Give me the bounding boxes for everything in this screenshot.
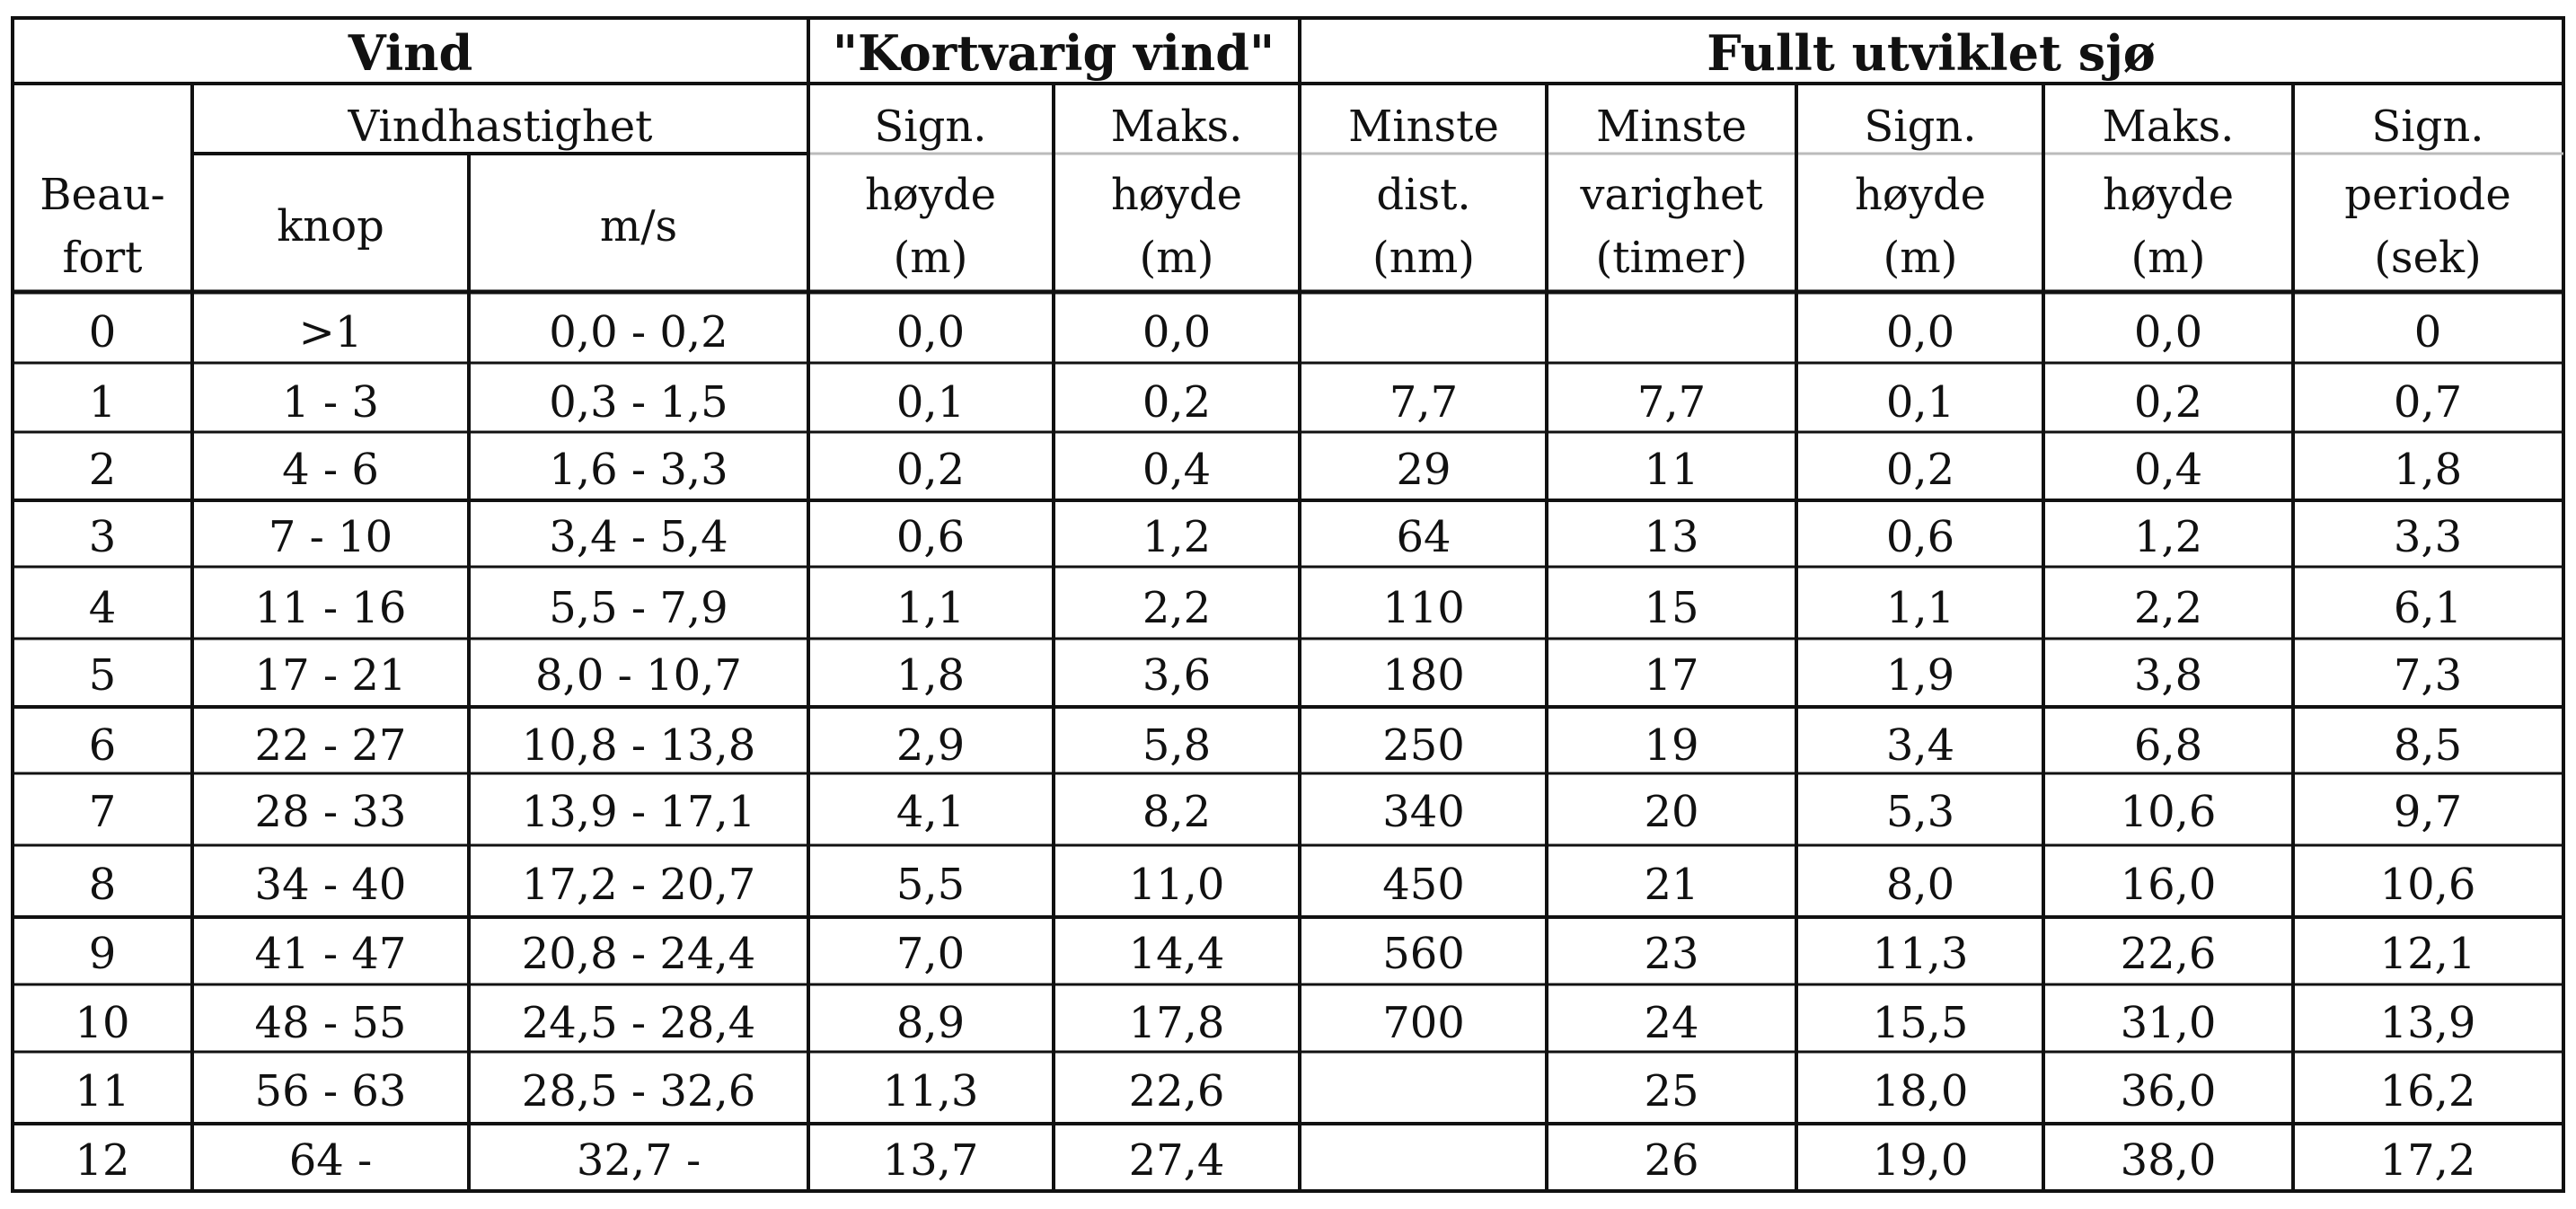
cell-fu-maks: 0,2 — [2133, 377, 2203, 428]
cell-minste-varighet: 17 — [1644, 650, 1699, 701]
col-header-fu-maks-line1: Maks. — [2102, 101, 2235, 152]
cell-ms: 28,5 - 32,6 — [521, 1066, 756, 1116]
cell-minste-varighet: 20 — [1644, 787, 1699, 837]
cell-ms: 20,8 - 24,4 — [521, 929, 756, 979]
col-header-knop: knop — [277, 201, 384, 252]
cell-ms: 10,8 - 13,8 — [521, 720, 756, 771]
cell-fu-sign: 1,1 — [1885, 583, 1955, 633]
table-row — [89, 787, 2462, 837]
cell-fu-maks: 10,6 — [2120, 787, 2217, 837]
cell-kv-sign: 2,9 — [895, 720, 966, 771]
cell-minste-dist: 560 — [1382, 929, 1465, 979]
cell-minste-dist: 180 — [1382, 650, 1465, 701]
col-header-ms: m/s — [599, 201, 678, 252]
cell-ms: 1,6 - 3,3 — [549, 445, 728, 495]
cell-beaufort: 8 — [88, 860, 117, 910]
cell-beaufort: 2 — [88, 445, 117, 495]
cell-fu-maks: 36,0 — [2120, 1066, 2217, 1116]
cell-ms: 32,7 - — [576, 1135, 701, 1186]
group-header-fullt-utviklet-sjo: Fullt utviklet sjø — [1707, 24, 2156, 82]
cell-minste-varighet: 13 — [1644, 512, 1699, 562]
cell-fu-maks: 22,6 — [2120, 929, 2217, 979]
cell-fu-maks: 0,0 — [2133, 307, 2203, 357]
cell-knop: 41 - 47 — [254, 929, 407, 979]
col-header-fu-sign-line2: høyde — [1854, 170, 1987, 220]
cell-beaufort: 1 — [88, 377, 117, 428]
cell-minste-dist: 64 — [1396, 512, 1451, 562]
col-header-fu-sign-line1: Sign. — [1864, 101, 1977, 152]
cell-kv-sign: 0,2 — [895, 445, 966, 495]
cell-fu-maks: 38,0 — [2120, 1135, 2217, 1186]
cell-fu-sign: 3,4 — [1885, 720, 1955, 771]
cell-beaufort: 4 — [88, 583, 117, 633]
cell-minste-varighet: 24 — [1644, 998, 1699, 1048]
cell-fu-sign: 8,0 — [1885, 860, 1955, 910]
cell-kv-sign: 1,8 — [895, 650, 966, 701]
cell-fu-maks: 6,8 — [2133, 720, 2203, 771]
cell-fu-sign: 15,5 — [1872, 998, 1969, 1048]
col-header-kv-sign-line1: Sign. — [874, 101, 987, 152]
cell-beaufort: 9 — [88, 929, 117, 979]
cell-fu-sign: 1,9 — [1885, 650, 1955, 701]
cell-fu-periode: 12,1 — [2379, 929, 2476, 979]
cell-minste-dist: 450 — [1382, 860, 1465, 910]
cell-kv-sign: 0,6 — [895, 512, 966, 562]
cell-ms: 13,9 - 17,1 — [521, 787, 756, 837]
cell-minste-varighet: 19 — [1644, 720, 1699, 771]
cell-ms: 8,0 - 10,7 — [535, 650, 742, 701]
cell-ms: 3,4 - 5,4 — [549, 512, 728, 562]
cell-fu-maks: 0,4 — [2133, 445, 2203, 495]
cell-fu-sign: 18,0 — [1872, 1066, 1969, 1116]
cell-knop: 4 - 6 — [282, 445, 379, 495]
cell-knop: 11 - 16 — [254, 583, 407, 633]
cell-minste-varighet: 15 — [1644, 583, 1699, 633]
cell-knop: 22 - 27 — [254, 720, 407, 771]
cell-minste-varighet: 25 — [1644, 1066, 1699, 1116]
cell-knop: 64 - — [288, 1135, 373, 1186]
cell-beaufort: 7 — [88, 787, 117, 837]
cell-minste-dist: 7,7 — [1389, 377, 1459, 428]
cell-kv-sign: 13,7 — [882, 1135, 979, 1186]
cell-minste-varighet: 23 — [1644, 929, 1699, 979]
cell-knop: 56 - 63 — [254, 1066, 407, 1116]
cell-minste-dist: 250 — [1382, 720, 1465, 771]
cell-ms: 0,0 - 0,2 — [549, 307, 728, 357]
cell-fu-sign: 19,0 — [1872, 1135, 1969, 1186]
cell-minste-varighet: 26 — [1644, 1135, 1699, 1186]
cell-kv-sign: 7,0 — [895, 929, 966, 979]
col-header-kv-sign-line2: høyde — [864, 170, 997, 220]
cell-fu-periode: 0,7 — [2393, 377, 2463, 428]
cell-fu-periode: 13,9 — [2379, 998, 2476, 1048]
col-header-fu-periode-line3: (sek) — [2374, 233, 2482, 283]
table-row — [89, 929, 2476, 979]
table-row — [75, 1135, 2475, 1186]
cell-minste-dist: 700 — [1382, 998, 1465, 1048]
cell-knop: 7 - 10 — [268, 512, 393, 562]
cell-kv-sign: 4,1 — [895, 787, 966, 837]
cell-knop: 34 - 40 — [254, 860, 407, 910]
cell-knop: 28 - 33 — [254, 787, 407, 837]
table-row — [89, 445, 2462, 495]
cell-kv-maks: 0,2 — [1142, 377, 1212, 428]
subheader-vindhastighet: Vindhastighet — [348, 101, 653, 152]
cell-knop: 17 - 21 — [254, 650, 407, 701]
cell-kv-maks: 14,4 — [1128, 929, 1225, 979]
table-row — [89, 583, 2462, 633]
col-header-fu-periode-line1: Sign. — [2371, 101, 2484, 152]
cell-beaufort: 12 — [75, 1135, 130, 1186]
cell-minste-varighet: 21 — [1644, 860, 1699, 910]
cell-fu-periode: 17,2 — [2379, 1135, 2476, 1186]
cell-kv-maks: 2,2 — [1142, 583, 1212, 633]
col-header-minste-dist-line3: (nm) — [1372, 233, 1475, 283]
cell-beaufort: 0 — [88, 307, 117, 357]
col-header-minste-varighet-line2: varighet — [1580, 170, 1763, 220]
cell-kv-maks: 1,2 — [1142, 512, 1212, 562]
cell-kv-maks: 3,6 — [1142, 650, 1212, 701]
col-header-fu-maks-line2: høyde — [2102, 170, 2235, 220]
col-header-beaufort-line1: Beau- — [40, 170, 165, 220]
cell-kv-maks: 0,4 — [1142, 445, 1212, 495]
col-header-beaufort-line2: fort — [62, 233, 143, 283]
cell-kv-maks: 22,6 — [1128, 1066, 1225, 1116]
cell-fu-periode: 1,8 — [2393, 445, 2463, 495]
table-body — [75, 307, 2475, 1186]
cell-beaufort: 6 — [88, 720, 117, 771]
cell-fu-maks: 1,2 — [2133, 512, 2203, 562]
cell-fu-periode: 7,3 — [2393, 650, 2463, 701]
col-header-kv-maks-line1: Maks. — [1110, 101, 1243, 152]
cell-fu-periode: 8,5 — [2393, 720, 2463, 771]
cell-beaufort: 5 — [88, 650, 117, 701]
cell-kv-sign: 8,9 — [895, 998, 966, 1048]
cell-fu-periode: 0 — [2413, 307, 2442, 357]
cell-minste-varighet: 11 — [1644, 445, 1699, 495]
cell-fu-maks: 31,0 — [2120, 998, 2217, 1048]
cell-fu-sign: 5,3 — [1885, 787, 1955, 837]
table-row — [89, 512, 2462, 562]
table-row — [75, 1066, 2475, 1116]
cell-kv-sign: 1,1 — [895, 583, 966, 633]
cell-beaufort: 10 — [75, 998, 130, 1048]
col-header-minste-dist-line2: dist. — [1376, 170, 1471, 220]
col-header-kv-maks-line2: høyde — [1110, 170, 1243, 220]
cell-fu-maks: 2,2 — [2133, 583, 2203, 633]
cell-kv-maks: 11,0 — [1128, 860, 1225, 910]
cell-minste-dist: 340 — [1382, 787, 1465, 837]
cell-kv-sign: 11,3 — [882, 1066, 979, 1116]
cell-fu-periode: 16,2 — [2379, 1066, 2476, 1116]
cell-minste-dist: 29 — [1396, 445, 1451, 495]
cell-fu-periode: 9,7 — [2393, 787, 2463, 837]
table-row — [89, 860, 2476, 910]
group-header-kortvarig-vind: "Kortvarig vind" — [832, 24, 1275, 82]
cell-knop: >1 — [298, 307, 363, 357]
cell-fu-periode: 6,1 — [2393, 583, 2463, 633]
cell-fu-sign: 0,0 — [1885, 307, 1955, 357]
cell-ms: 5,5 - 7,9 — [549, 583, 728, 633]
table-row — [89, 307, 2442, 357]
col-header-minste-varighet-line3: (timer) — [1595, 233, 1748, 283]
cell-beaufort: 3 — [88, 512, 117, 562]
cell-kv-maks: 17,8 — [1128, 998, 1225, 1048]
group-header-vind: Vind — [348, 24, 473, 82]
col-header-fu-sign-line3: (m) — [1883, 233, 1958, 283]
cell-kv-maks: 27,4 — [1128, 1135, 1225, 1186]
cell-kv-maks: 0,0 — [1142, 307, 1212, 357]
col-header-minste-varighet-line1: Minste — [1596, 101, 1747, 152]
table-row — [75, 998, 2475, 1048]
table-row — [89, 650, 2462, 701]
cell-kv-sign: 0,1 — [895, 377, 966, 428]
col-header-kv-maks-line3: (m) — [1139, 233, 1214, 283]
cell-kv-sign: 0,0 — [895, 307, 966, 357]
cell-minste-dist: 110 — [1382, 583, 1465, 633]
cell-fu-maks: 16,0 — [2120, 860, 2217, 910]
cell-knop: 48 - 55 — [254, 998, 407, 1048]
cell-ms: 0,3 - 1,5 — [549, 377, 728, 428]
cell-fu-sign: 0,2 — [1885, 445, 1955, 495]
cell-kv-maks: 5,8 — [1142, 720, 1212, 771]
cell-fu-sign: 11,3 — [1872, 929, 1969, 979]
col-header-fu-periode-line2: periode — [2344, 170, 2511, 220]
cell-ms: 24,5 - 28,4 — [521, 998, 756, 1048]
cell-fu-maks: 3,8 — [2133, 650, 2203, 701]
table-row — [89, 377, 2462, 428]
cell-beaufort: 11 — [75, 1066, 130, 1116]
cell-ms: 17,2 - 20,7 — [521, 860, 756, 910]
cell-kv-sign: 5,5 — [895, 860, 966, 910]
cell-fu-sign: 0,6 — [1885, 512, 1955, 562]
cell-kv-maks: 8,2 — [1142, 787, 1212, 837]
cell-knop: 1 - 3 — [282, 377, 379, 428]
cell-fu-periode: 10,6 — [2379, 860, 2476, 910]
cell-minste-varighet: 7,7 — [1636, 377, 1707, 428]
cell-fu-periode: 3,3 — [2393, 512, 2463, 562]
table-row — [89, 720, 2462, 771]
col-header-minste-dist-line1: Minste — [1348, 101, 1499, 152]
cell-fu-sign: 0,1 — [1885, 377, 1955, 428]
col-header-fu-maks-line3: (m) — [2130, 233, 2206, 283]
col-header-kv-sign-line3: (m) — [893, 233, 968, 283]
